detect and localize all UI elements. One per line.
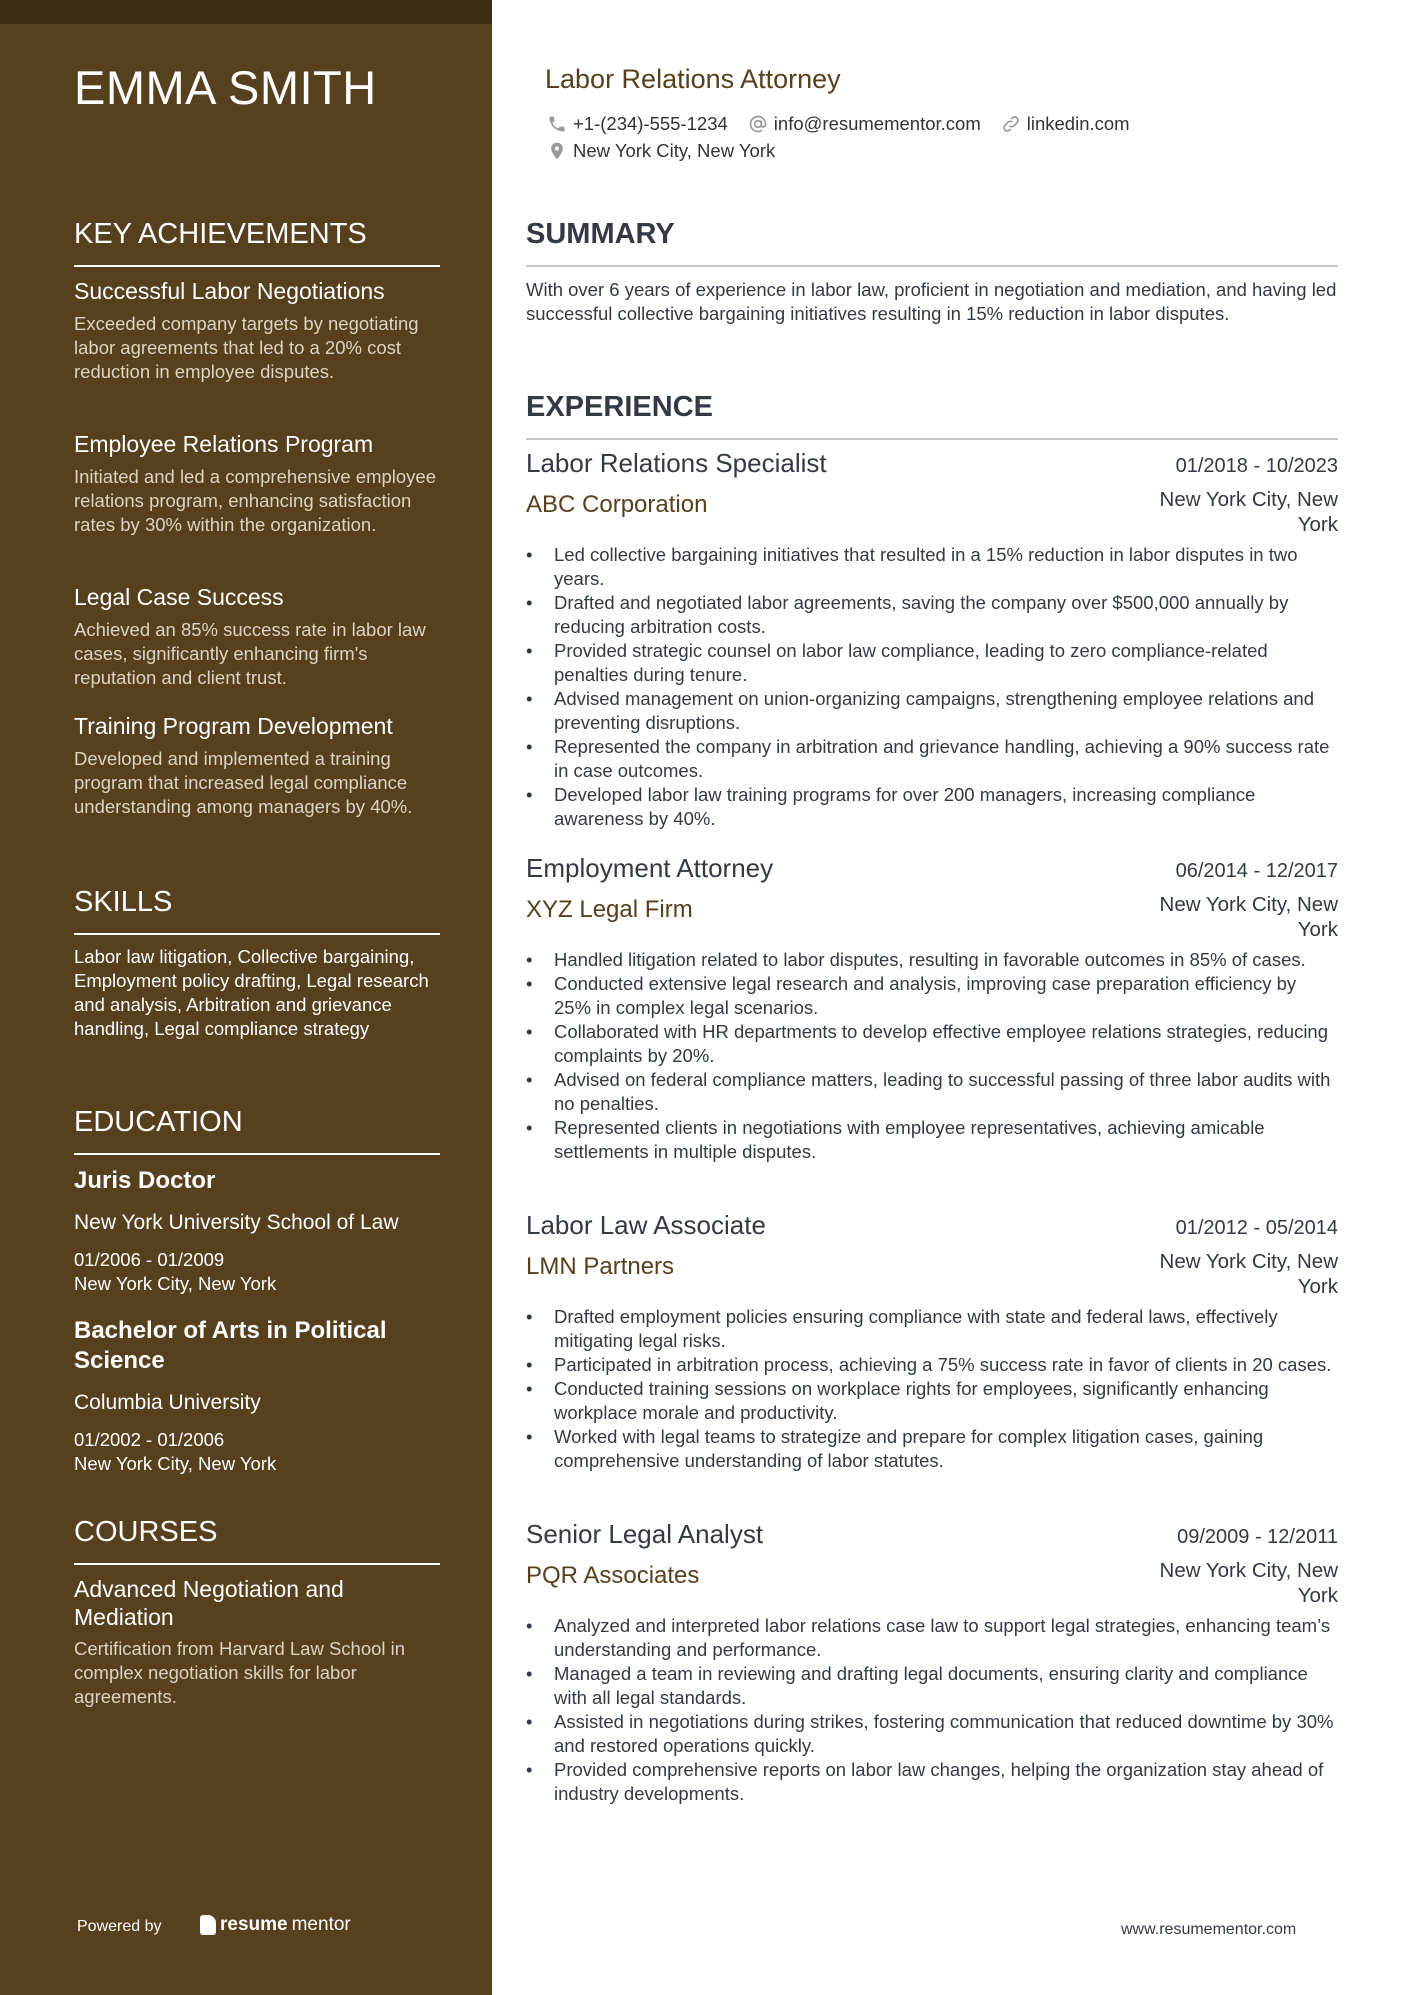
sidebar-top-bar: [0, 0, 492, 24]
job-bullet: • Represented the company in arbitration and grievance handling, achieving a 90% success rate in case outcomes.: [526, 735, 1338, 783]
email-text: info@resumementor.com: [773, 113, 981, 134]
experience-item: [526, 448, 1338, 831]
job-bullet: • Collaborated with HR departments to develop effective employee relations strategies, reducing complaints by 20%.: [526, 1020, 1338, 1068]
contact-email[interactable]: [748, 113, 981, 135]
brand-mark-icon: [200, 1915, 216, 1935]
job-dates: 01/2012 - 05/2014: [1175, 1217, 1338, 1239]
job-bullet: • Handled litigation related to labor disputes, resulting in favorable outcomes in 85% of cases.: [526, 948, 1338, 972]
main-content: [492, 0, 1410, 1995]
education-item: [74, 1166, 444, 1296]
job-bullet: • Provided strategic counsel on labor law compliance, leading to zero compliance-related penalties during tenure.: [526, 639, 1338, 687]
job-dates: 09/2009 - 12/2011: [1177, 1526, 1338, 1548]
job-bullet: • Managed a team in reviewing and drafting legal documents, ensuring clarity and compliance with all legal standards.: [526, 1662, 1338, 1710]
job-bullet: • Conducted extensive legal research and analysis, improving case preparation efficiency by 25% in complex legal scenarios.: [526, 972, 1338, 1020]
course-item: [74, 1575, 444, 1709]
contact-linkedin[interactable]: [1001, 113, 1130, 135]
footer-website-link[interactable]: www.resumementor.com: [1121, 1921, 1297, 1938]
powered-by-label: Powered by: [77, 1918, 162, 1935]
education-school: Columbia University: [74, 1391, 261, 1414]
achievement-description: Developed and implemented a training program that increased legal compliance understanding among managers by 40%.: [74, 748, 413, 817]
job-role: Employment Attorney: [526, 853, 774, 883]
achievement-title: Legal Case Success: [74, 584, 284, 610]
skills-list: Labor law litigation, Collective bargaining, Employment policy drafting, Legal research and analysis, Arbitration and grievance handling, Legal compliance strategy: [74, 946, 429, 1039]
job-bullets: [526, 948, 1338, 1164]
achievements-divider: [74, 265, 440, 267]
job-bullet: • Led collective bargaining initiatives that resulted in a 15% reduction in labor disputes in two years.: [526, 543, 1338, 591]
achievements-heading: KEY ACHIEVEMENTS: [74, 218, 367, 250]
job-dates: 06/2014 - 12/2017: [1175, 860, 1338, 882]
achievement-description: Initiated and led a comprehensive employee relations program, enhancing satisfaction rates by 30% within the organization.: [74, 466, 437, 535]
skills-divider: [74, 933, 440, 935]
education-location: New York City, New York: [74, 1273, 277, 1294]
job-location: New York City, New York: [1159, 1559, 1338, 1607]
achievement-item: [74, 429, 444, 537]
job-bullet: • Drafted employment policies ensuring compliance with state and federal laws, effectively mitigating legal risks.: [526, 1305, 1338, 1353]
job-bullet: • Assisted in negotiations during strikes, fostering communication that reduced downtime by 30% and restored operations quickly.: [526, 1710, 1338, 1758]
brand-logo[interactable]: [200, 1914, 351, 1936]
at-sign-icon: [748, 114, 768, 134]
contact-phone[interactable]: [547, 113, 728, 135]
experience-divider: [526, 438, 1338, 440]
education-dates: 01/2002 - 01/2006: [74, 1429, 225, 1450]
job-company: ABC Corporation: [526, 491, 708, 518]
link-icon: [1001, 114, 1021, 134]
education-item: [74, 1316, 444, 1476]
job-bullet: • Participated in arbitration process, achieving a 75% success rate in favor of clients in 20 cases.: [526, 1353, 1338, 1377]
location-text: New York City, New York: [573, 140, 776, 161]
job-bullets: [526, 543, 1338, 831]
contact-location: [547, 140, 775, 162]
experience-item: [526, 1519, 1338, 1806]
education-school: New York University School of Law: [74, 1211, 399, 1234]
job-bullet: • Analyzed and interpreted labor relations case law to support legal strategies, enhancing team’s understanding and performance.: [526, 1614, 1338, 1662]
course-description: Certification from Harvard Law School in complex negotiation skills for labor agreements.: [74, 1638, 406, 1707]
achievement-title: Training Program Development: [74, 713, 393, 739]
job-bullet: • Represented clients in negotiations with employee representatives, achieving amicable settlements in multiple disputes.: [526, 1116, 1338, 1164]
job-company: LMN Partners: [526, 1253, 675, 1280]
professional-title: Labor Relations Attorney: [545, 64, 841, 94]
linkedin-text: linkedin.com: [1026, 113, 1130, 134]
sidebar: [0, 0, 492, 1995]
achievement-description: Achieved an 85% success rate in labor law cases, significantly enhancing firm's reputation and client trust.: [74, 619, 426, 688]
job-bullet: • Conducted training sessions on workplace rights for employees, significantly enhancing workplace morale and productivity.: [526, 1377, 1338, 1425]
job-location: New York City, New York: [1159, 1250, 1338, 1298]
job-bullet: • Advised management on union-organizing campaigns, strengthening employee relations and preventing disruptions.: [526, 687, 1338, 735]
education-degree: Bachelor of Arts in Political Science: [74, 1317, 387, 1374]
achievement-item: [74, 276, 444, 384]
experience-item: [526, 853, 1338, 1164]
phone-icon: [547, 114, 567, 134]
job-role: Labor Law Associate: [526, 1210, 766, 1240]
course-title: Advanced Negotiation and Mediation: [74, 1576, 344, 1630]
summary-divider: [526, 265, 1338, 267]
job-bullet: • Developed labor law training programs for over 200 managers, increasing compliance awareness by 40%.: [526, 783, 1338, 831]
job-company: XYZ Legal Firm: [526, 896, 693, 923]
education-location: New York City, New York: [74, 1453, 277, 1474]
skills-heading: SKILLS: [74, 886, 173, 918]
education-degree: Juris Doctor: [74, 1167, 216, 1194]
achievement-item: [74, 711, 444, 819]
job-location: New York City, New York: [1159, 488, 1338, 536]
brand-name-rest: mentor: [291, 1914, 351, 1935]
job-dates: 01/2018 - 10/2023: [1175, 455, 1338, 477]
job-bullet: • Worked with legal teams to strategize and prepare for complex litigation cases, gaining comprehensive understanding of labor statutes.: [526, 1425, 1338, 1473]
achievement-title: Successful Labor Negotiations: [74, 278, 385, 304]
education-dates: 01/2006 - 01/2009: [74, 1249, 225, 1270]
summary-heading: SUMMARY: [526, 218, 675, 250]
job-role: Senior Legal Analyst: [526, 1519, 764, 1549]
job-bullets: [526, 1614, 1338, 1806]
contact-location-row: [547, 140, 795, 162]
job-bullet: • Provided comprehensive reports on labor law changes, helping the organization stay ahead of industry developments.: [526, 1758, 1338, 1806]
achievement-item: [74, 582, 444, 690]
job-location: New York City, New York: [1159, 893, 1338, 941]
map-pin-icon: [547, 141, 567, 161]
courses-heading: COURSES: [74, 1516, 218, 1548]
job-bullets: [526, 1305, 1338, 1473]
courses-divider: [74, 1563, 440, 1565]
phone-text: +1-(234)-555-1234: [573, 113, 728, 134]
achievement-description: Exceeded company targets by negotiating labor agreements that led to a 20% cost reduction in employee disputes.: [74, 313, 419, 382]
candidate-name: EMMA SMITH: [74, 61, 377, 114]
achievement-title: Employee Relations Program: [74, 431, 374, 457]
summary-text: With over 6 years of experience in labor law, proficient in negotiation and mediation, and having led successful collective bargaining initiatives resulting in 15% reduction in labor disputes.: [526, 279, 1337, 324]
brand-name-bold: resume: [220, 1914, 288, 1935]
education-heading: EDUCATION: [74, 1106, 243, 1138]
contact-row: [547, 113, 1150, 135]
job-role: Labor Relations Specialist: [526, 448, 827, 478]
job-bullet: • Advised on federal compliance matters, leading to successful passing of three labor audits with no penalties.: [526, 1068, 1338, 1116]
experience-item: [526, 1210, 1338, 1473]
job-bullet: • Drafted and negotiated labor agreements, saving the company over $500,000 annually by reducing arbitration costs.: [526, 591, 1338, 639]
education-divider: [74, 1153, 440, 1155]
experience-heading: EXPERIENCE: [526, 391, 713, 423]
job-company: PQR Associates: [526, 1562, 700, 1589]
